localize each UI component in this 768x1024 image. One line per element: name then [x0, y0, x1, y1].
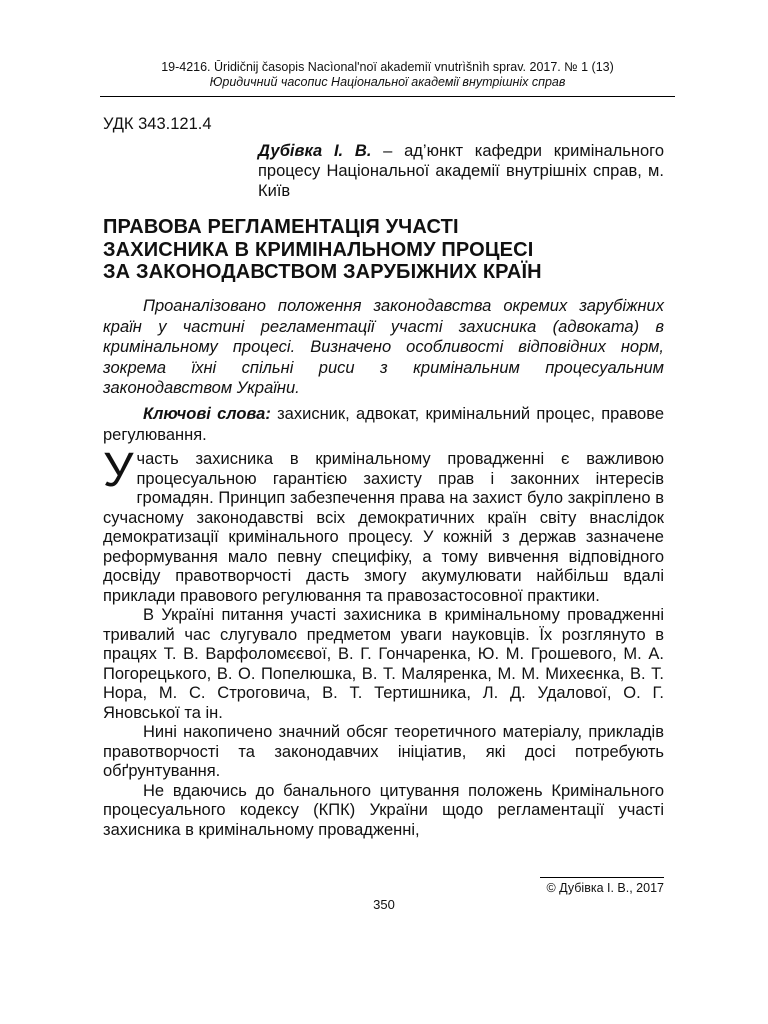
keywords-label: Ключові слова:	[143, 405, 271, 423]
udc-code: УДК 343.121.4	[103, 115, 212, 133]
paragraph-1-text: часть захисника в кримінальному провадженні є важливою процесуальною гарантією захисту прав і законних інтересів громадян. Принцип забезпечення права на захист було закріплено в сучасному законодавстві всіх демократичних країн світу внаслідок демократизації кримінального процесу. У кожній з держав зазначене реформування мало певну специфіку, а тому вивчення відповідного досвіду правотворчості дасть змогу акумулювати найбільш вдалі приклади правового регулювання та правозастосовної практики.	[103, 450, 664, 605]
title-line-1: ПРАВОВА РЕГЛАМЕНТАЦІЯ УЧАСТІ	[103, 216, 459, 238]
keywords	[103, 404, 664, 445]
title-line-2: ЗАХИСНИКА В КРИМІНАЛЬНОМУ ПРОЦЕСІ	[103, 238, 534, 261]
journal-title-ukrainian: Юридичний часопис Національної академії внутрішніх справ	[209, 75, 566, 89]
author-block	[258, 141, 664, 201]
article-title	[103, 216, 663, 284]
title-line-3: ЗА ЗАКОНОДАВСТВОМ ЗАРУБІЖНИХ КРАЇН	[103, 261, 542, 283]
paragraph-4: Не вдаючись до банального цитування положень Кримінального процесуального кодексу (КПК) України щодо регламентації участі захисника в кримінальному провадженні,	[103, 781, 664, 839]
paragraph-2: В Україні питання участі захисника в кримінальному провадженні тривалий час слугувало предметом уваги науковців. Їх розглянуто в працях Т. В. Варфоломєєвої, В. Г. Гончаренка, Ю. М. Грошевого, М. А. Погорецького, В. О. Попелюшка, В. Т. Маляренка, М. М. Михеєнка, В. Т. Нора, М. С. Строговича, В. Т. Тертишника, Л. Д. Удалової, О. Г. Яновської та ін.	[103, 606, 664, 722]
drop-cap: У	[103, 444, 134, 497]
running-header	[100, 60, 675, 90]
author-affiliation: – ад’юнкт кафедри кримінального процесу Національної академії внутрішніх справ, м. Київ	[258, 142, 664, 200]
article-body	[103, 444, 664, 840]
paragraph-3: Нині накопичено значний обсяг теоретичного матеріалу, прикладів правотворчості та законодавчих ініціатив, які досі потребують обґрунтування.	[103, 723, 664, 780]
keywords-text: захисник, адвокат, кримінальний процес, правове регулювання.	[103, 405, 664, 444]
paragraph-1	[103, 444, 664, 606]
page-number: 350	[373, 897, 395, 912]
author-name: Дубівка І. В.	[258, 142, 372, 160]
journal-citation-latin: 19-4216. Ūridičnij časopis Nacìonal'noï akademiï vnutrìšnìh sprav. 2017. № 1 (13)	[161, 60, 614, 74]
abstract: Проаналізовано положення законодавства окремих зарубіжних країн у частині регламентації участі захисника (адвоката) в кримінальному процесі. Визначено особливості відповідних норм, зокрема їхні спільні риси з кримінальним процесуальним законодавством України.	[103, 297, 664, 397]
copyright-note: © Дубівка І. В., 2017	[546, 881, 664, 895]
footnote-divider	[540, 877, 664, 878]
header-divider	[100, 96, 675, 97]
